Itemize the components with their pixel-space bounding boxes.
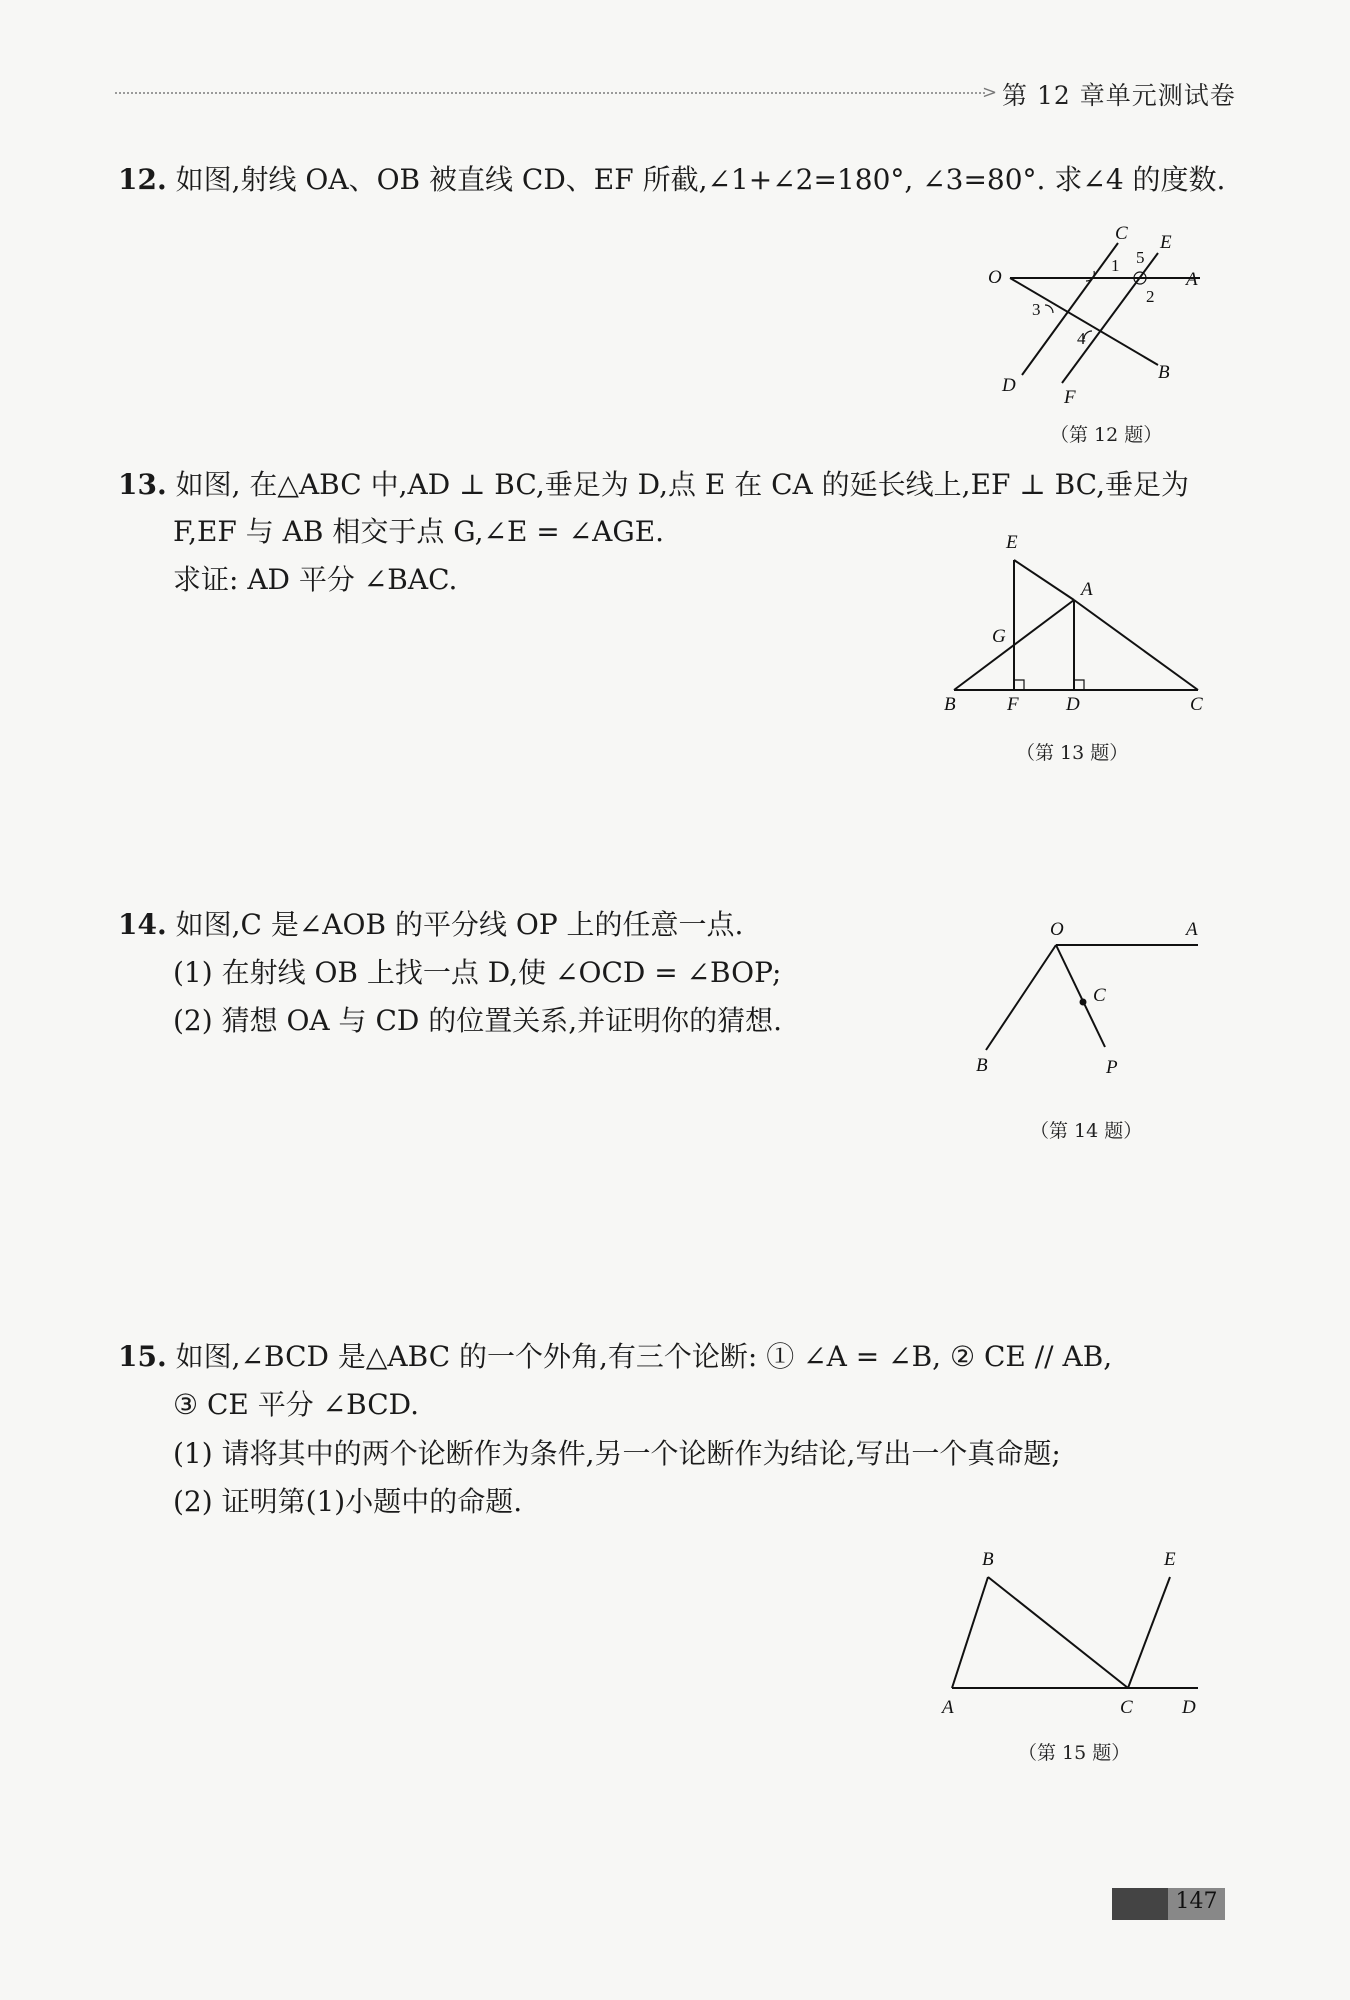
label-A: A	[1081, 579, 1093, 600]
header-rule	[115, 92, 985, 94]
page-number: 147	[1175, 1889, 1218, 1914]
question-text-line1: 如图, 在△ABC 中,AD ⊥ BC,垂足为 D,点 E 在 CA 的延长线上,EF ⊥ BC,垂足为	[175, 468, 1189, 501]
question-15-line4: (2) 证明第(1)小题中的命题.	[173, 1485, 523, 1518]
question-text-line1: 如图,∠BCD 是△ABC 的一个外角,有三个论断: ① ∠A = ∠B, ② CE // AB,	[175, 1340, 1113, 1373]
label-angle-3: 3	[1032, 300, 1041, 319]
figure-14	[960, 915, 1220, 1095]
figure-12	[980, 225, 1220, 415]
question-number: 12.	[118, 163, 167, 196]
question-15-line3: (1) 请将其中的两个论断作为条件,另一个论断作为结论,写出一个真命题;	[173, 1437, 1061, 1470]
question-text-line1: 如图,C 是∠AOB 的平分线 OP 上的任意一点.	[175, 908, 744, 941]
label-O: O	[1050, 919, 1064, 940]
label-angle-1: 1	[1111, 256, 1120, 275]
question-13	[118, 467, 1189, 503]
label-B: B	[976, 1055, 988, 1076]
question-15	[118, 1339, 1112, 1375]
caption-15: （第 15 题）	[1018, 1742, 1131, 1764]
label-E: E	[1160, 232, 1172, 253]
chapter-title: 第 12 章单元测试卷	[1002, 81, 1236, 110]
arrow-right-icon: >	[982, 82, 998, 103]
label-P: P	[1106, 1057, 1118, 1078]
label-F: F	[1007, 694, 1019, 715]
question-13-line2: F,EF 与 AB 相交于点 G,∠E = ∠AGE.	[173, 515, 665, 548]
label-G: G	[992, 626, 1006, 647]
label-E: E	[1006, 532, 1018, 553]
question-number: 15.	[118, 1340, 167, 1373]
label-angle-5: 5	[1136, 248, 1145, 267]
label-A: A	[1186, 269, 1198, 290]
caption-12: （第 12 题）	[1050, 424, 1163, 446]
caption-13: （第 13 题）	[1016, 742, 1129, 764]
label-D: D	[1182, 1697, 1196, 1718]
question-13-line3: 求证: AD 平分 ∠BAC.	[173, 563, 458, 596]
question-14	[118, 907, 743, 943]
label-C: C	[1120, 1697, 1133, 1718]
label-angle-4: 4	[1077, 329, 1086, 348]
question-12	[118, 162, 1225, 198]
label-B: B	[982, 1549, 994, 1570]
label-B: B	[1158, 362, 1170, 383]
question-14-line3: (2) 猜想 OA 与 CD 的位置关系,并证明你的猜想.	[173, 1004, 783, 1037]
label-A: A	[1186, 919, 1198, 940]
figure-13	[940, 530, 1220, 730]
label-C: C	[1093, 985, 1106, 1006]
label-C: C	[1115, 225, 1128, 244]
question-text: 如图,射线 OA、OB 被直线 CD、EF 所截,∠1+∠2=180°, ∠3=80°. 求∠4 的度数.	[175, 163, 1226, 196]
label-D: D	[1066, 694, 1080, 715]
question-15-line2: ③ CE 平分 ∠BCD.	[173, 1388, 419, 1421]
question-number: 14.	[118, 908, 167, 941]
question-number: 13.	[118, 468, 167, 501]
label-A: A	[942, 1697, 954, 1718]
label-angle-2: 2	[1146, 287, 1155, 306]
label-B: B	[944, 694, 956, 715]
question-14-line2: (1) 在射线 OB 上找一点 D,使 ∠OCD = ∠BOP;	[173, 956, 782, 989]
figure-15	[930, 1545, 1220, 1735]
label-C: C	[1190, 694, 1203, 715]
caption-14: （第 14 题）	[1030, 1120, 1143, 1142]
label-O: O	[988, 267, 1002, 288]
label-F: F	[1064, 387, 1076, 408]
label-D: D	[1002, 375, 1016, 396]
label-E: E	[1164, 1549, 1176, 1570]
